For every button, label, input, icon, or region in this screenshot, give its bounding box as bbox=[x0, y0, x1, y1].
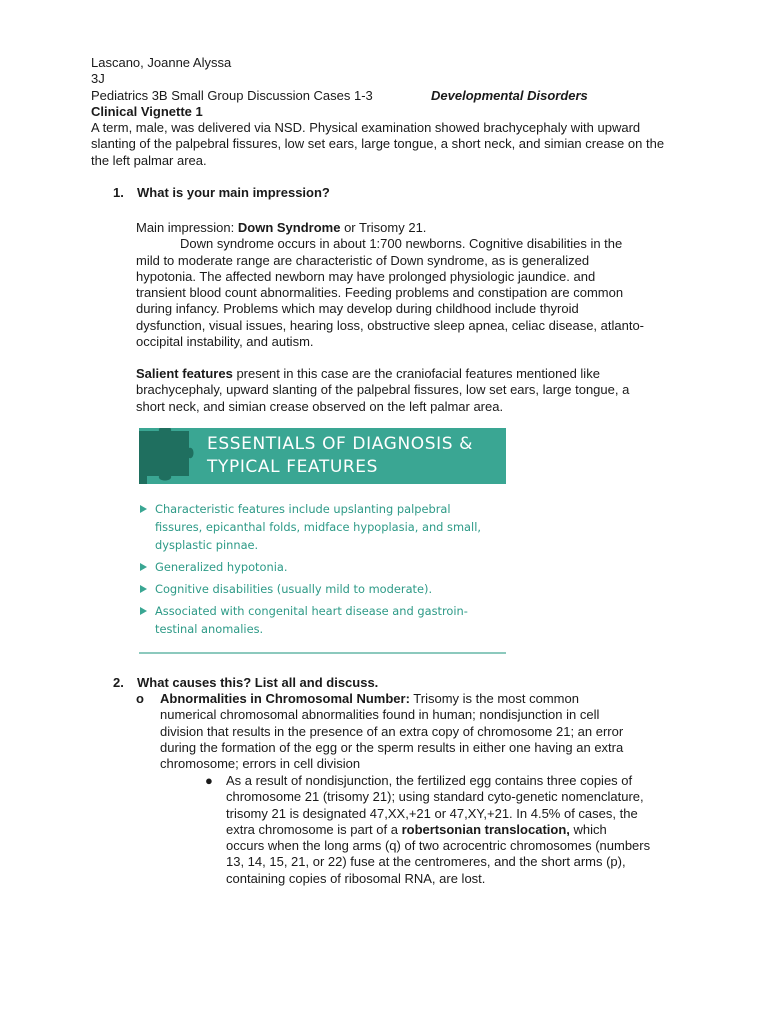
essentials-title-line: ESSENTIALS OF DIAGNOSIS & bbox=[207, 434, 473, 454]
text-line: As a result of nondisjunction, the fertilized egg contains three copies of bbox=[226, 773, 633, 788]
essentials-list bbox=[139, 500, 509, 642]
triangle-bullet-icon bbox=[140, 585, 147, 593]
text-line: occipital instability, and autism. bbox=[136, 334, 314, 350]
bullet-description bbox=[226, 838, 696, 887]
text-line: chromosome 21 (trisomy 21); using standard cyto-genetic nomenclature, bbox=[226, 789, 644, 805]
cause-title: Abnormalities in Chromosomal Number: bbox=[160, 691, 410, 706]
bullet-text: extra chromosome is part of a bbox=[226, 821, 402, 837]
impression-label: Main impression: bbox=[136, 220, 238, 235]
text-line: numerical chromosomal abnormalities found in human; nondisjunction in cell bbox=[160, 707, 600, 723]
vignette-line: A term, male, was delivered via NSD. Physical examination showed brachycephaly with upward bbox=[91, 120, 641, 136]
essentials-item-line: Characteristic features include upslanting palpebral bbox=[155, 502, 451, 516]
text-line: during the formation of the egg or the sperm results in either one having an extra bbox=[160, 739, 624, 755]
question-text: What is your main impression? bbox=[137, 185, 330, 200]
essentials-item-line: Associated with congenital heart disease and gastroin- bbox=[155, 604, 468, 618]
course-title: Pediatrics 3B Small Group Discussion Cases 1-3 bbox=[91, 87, 373, 103]
salient-features bbox=[136, 366, 696, 415]
essentials-item-line: fissures, epicanthal folds, midface hypoplasia, and small, bbox=[155, 520, 481, 534]
question-1 bbox=[113, 185, 513, 202]
vignette-title: Clinical Vignette 1 bbox=[91, 103, 203, 119]
essentials-item-line: Cognitive disabilities (usually mild to moderate). bbox=[155, 582, 433, 596]
text-line: occurs when the long arms (q) of two acrocentric chromosomes (numbers bbox=[226, 838, 651, 854]
salient-text: present in this case are the craniofacial features mentioned like bbox=[232, 366, 600, 381]
author-name: Lascano, Joanne Alyssa bbox=[91, 55, 232, 70]
cause-item bbox=[136, 691, 700, 772]
essentials-item bbox=[139, 602, 509, 638]
text-line: mild to moderate range are characteristic of Down syndrome, as is generalized bbox=[136, 252, 590, 268]
main-impression bbox=[136, 220, 696, 236]
cause-detail-bullet bbox=[205, 773, 696, 887]
salient-line: short neck, and simian crease observed on the left palmar area. bbox=[136, 398, 504, 414]
topic-title: Developmental Disorders bbox=[431, 87, 588, 103]
impression-rest: or Trisomy 21. bbox=[340, 220, 427, 235]
text-line: hypotonia. The affected newborn may have prolonged physiologic jaundice. and bbox=[136, 268, 596, 284]
section-label: 3J bbox=[91, 71, 105, 87]
robertsonian-translocation-term: robertsonian translocation, bbox=[401, 821, 570, 837]
bullet-dot-icon: ● bbox=[205, 773, 213, 788]
text-line: trisomy 21 is designated 47,XX,+21 or 47,XY,+21. In 4.5% of cases, the bbox=[226, 805, 638, 821]
essentials-divider bbox=[139, 652, 506, 654]
essentials-banner bbox=[139, 428, 506, 484]
triangle-bullet-icon bbox=[140, 563, 147, 571]
vignette-line: the left palmar area. bbox=[91, 152, 207, 168]
essentials-title-line: TYPICAL FEATURES bbox=[207, 457, 379, 477]
vignette-line: slanting of the palpebral fissures, low set ears, large tongue, a short neck, and simian crease on the bbox=[91, 136, 665, 152]
impression-diagnosis: Down Syndrome bbox=[237, 220, 341, 235]
text-line: transient blood count abnormalities. Feeding problems and constipation are common bbox=[136, 285, 624, 301]
triangle-bullet-icon bbox=[140, 607, 147, 615]
essentials-title bbox=[207, 433, 473, 479]
triangle-bullet-icon bbox=[140, 505, 147, 513]
bullet-text: which bbox=[569, 821, 607, 837]
bullet-line bbox=[226, 822, 696, 838]
salient-line: brachycephaly, upward slanting of the palpebral fissures, low set ears, large tongue, a bbox=[136, 382, 630, 398]
puzzle-piece-icon bbox=[139, 428, 201, 484]
question-number: 1. bbox=[113, 185, 124, 200]
text-line: 13, 14, 15, 21, or 22) fuse at the centromeres, and the short arms (p), bbox=[226, 854, 626, 870]
question-number: 2. bbox=[113, 675, 124, 690]
essentials-item bbox=[139, 580, 509, 598]
impression-paragraph bbox=[136, 236, 696, 350]
essentials-item bbox=[139, 558, 509, 576]
impression-section bbox=[136, 220, 696, 350]
text-line: during infancy. Problems which may develop during childhood include thyroid bbox=[136, 301, 579, 317]
essentials-item-line: dysplastic pinnae. bbox=[155, 538, 259, 552]
question-text: What causes this? List all and discuss. bbox=[137, 675, 379, 690]
document-header bbox=[91, 55, 691, 169]
salient-label: Salient features bbox=[136, 366, 233, 381]
text-line: Down syndrome occurs in about 1:700 newborns. Cognitive disabilities in the bbox=[180, 236, 623, 252]
essentials-item-line: Generalized hypotonia. bbox=[155, 560, 288, 574]
circle-bullet-icon: o bbox=[136, 691, 144, 706]
text-line: dysfunction, visual issues, hearing loss, obstructive sleep apnea, celiac disease, atlanto- bbox=[136, 317, 645, 333]
cause-description bbox=[160, 707, 700, 772]
cause-text: Trisomy is the most common bbox=[409, 691, 579, 706]
cause-line bbox=[160, 691, 700, 707]
course-line bbox=[91, 88, 691, 104]
text-line: containing copies of ribosomal RNA, are lost. bbox=[226, 870, 486, 886]
text-line: division that results in the presence of an extra copy of chromosome 21; an error bbox=[160, 723, 624, 739]
text-line: chromosome; errors in cell division bbox=[160, 756, 361, 772]
salient-line bbox=[136, 366, 696, 382]
essentials-item-line: testinal anomalies. bbox=[155, 622, 264, 636]
essentials-item bbox=[139, 500, 509, 554]
question-2 bbox=[113, 675, 513, 692]
bullet-description bbox=[226, 773, 696, 822]
essentials-of-diagnosis-box bbox=[139, 428, 506, 656]
